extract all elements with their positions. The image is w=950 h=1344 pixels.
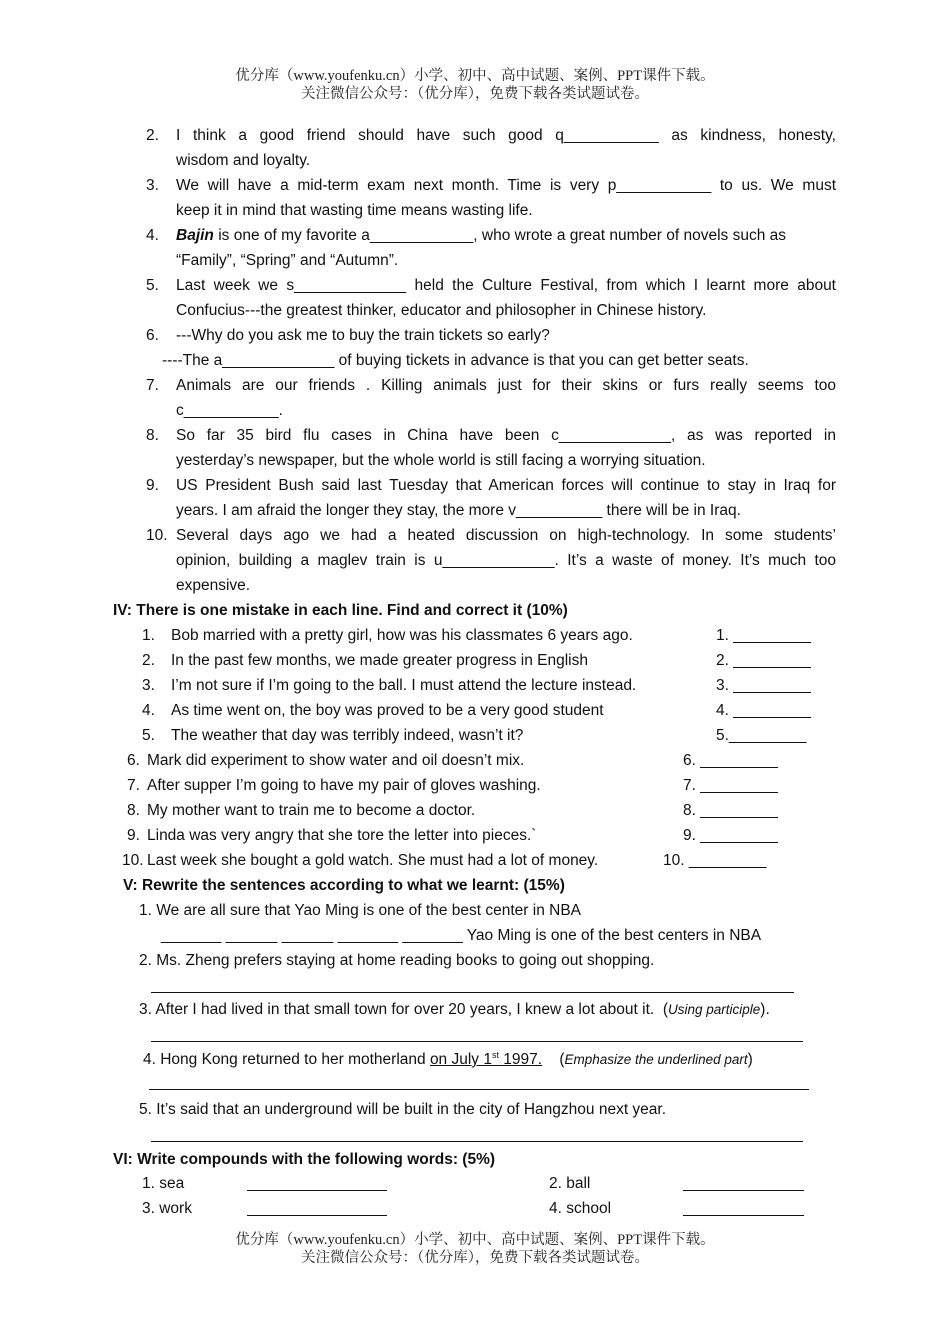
item-text: keep it in mind that wasting time means wasting life. <box>176 202 533 219</box>
compound-blank[interactable] <box>247 1190 387 1191</box>
answer-blank[interactable]: 1. _________ <box>716 627 811 644</box>
answer-blank[interactable]: 8. _________ <box>683 802 778 819</box>
answer-blank[interactable]: 3. _________ <box>716 677 811 694</box>
item-number: 5. <box>146 277 159 294</box>
item-text: I think a good friend should have such good q___________ as kindness, honesty, <box>176 127 836 144</box>
author-name: Bajin <box>176 227 214 244</box>
rewrite-hint-3: Using participle <box>668 1002 761 1017</box>
answer-blank[interactable]: 6. _________ <box>683 752 778 769</box>
item-text: ----The a_____________ of buying tickets in advance is that you can get better seats. <box>162 352 749 369</box>
rewrite-answer-1[interactable]: _______ ______ ______ _______ _______ Yao Ming is one of the best centers in NBA <box>161 927 762 944</box>
item-number: 3. <box>146 177 159 194</box>
item-text: Several days ago we had a heated discussion on high-technology. In some students’ <box>176 527 836 544</box>
compound-blank[interactable] <box>683 1215 804 1216</box>
answer-blank[interactable]: 4. _________ <box>716 702 811 719</box>
rewrite-question-3: 3. After I had lived in that small town for over 20 years, I knew a lot about it. (Using participle). <box>139 1001 770 1018</box>
item-text: In the past few months, we made greater progress in English <box>171 652 588 669</box>
item-number: 8. <box>146 427 159 444</box>
item-text: I’m not sure if I’m going to the ball. I must attend the lecture instead. <box>171 677 637 694</box>
item-text: c___________. <box>176 402 283 419</box>
answer-blank[interactable]: 10. _________ <box>663 852 767 869</box>
answer-blank[interactable]: 7. _________ <box>683 777 778 794</box>
item-number: 5. <box>142 727 155 744</box>
item-text: expensive. <box>176 577 251 594</box>
item-text: My mother want to train me to become a doctor. <box>147 802 476 819</box>
rewrite-hint-4: Emphasize the underlined part <box>564 1052 748 1067</box>
item-number: 9. <box>146 477 159 494</box>
item-text: Linda was very angry that she tore the letter into pieces.` <box>147 827 537 844</box>
footer-line-1: 优分库（www.youfenku.cn）小学、初中、高中试题、案例、PPT课件下载。 <box>235 1232 715 1248</box>
section4-title: IV: There is one mistake in each line. Find and correct it (10%) <box>113 602 568 619</box>
item-text: Confucius---the greatest thinker, educator and philosopher in Chinese history. <box>176 302 707 319</box>
page-header <box>0 67 950 103</box>
answer-blank[interactable]: 2. _________ <box>716 652 811 669</box>
answer-line-4[interactable] <box>149 1089 809 1090</box>
rewrite-question-2: 2. Ms. Zheng prefers staying at home reading books to going out shopping. <box>139 952 655 969</box>
item-text: Animals are our friends . Killing animals just for their skins or furs really seems too <box>176 377 836 394</box>
item-number: 2. <box>146 127 159 144</box>
compound-word: 1. sea <box>142 1175 185 1192</box>
compound-word: 4. school <box>549 1200 612 1217</box>
item-number: 1. <box>142 627 155 644</box>
item-number: 6. <box>146 327 159 344</box>
item-number: 4. <box>142 702 155 719</box>
underlined-part: on July 1st 1997. <box>429 1049 543 1068</box>
rewrite-question-1: 1. We are all sure that Yao Ming is one of the best center in NBA <box>139 902 581 919</box>
header-line-2: 关注微信公众号：（优分库），免费下载各类试题试卷。 <box>301 86 649 102</box>
footer-line-2: 关注微信公众号：（优分库），免费下载各类试题试卷。 <box>301 1250 649 1266</box>
item-number: 10. <box>122 852 144 869</box>
item-number: 3. <box>142 677 155 694</box>
item-text: Last week she bought a gold watch. She must had a lot of money. <box>147 852 599 869</box>
rewrite-question-5: 5. It’s said that an underground will be built in the city of Hangzhou next year. <box>139 1101 667 1118</box>
section6-title: VI: Write compounds with the following words: (5%) <box>113 1151 496 1168</box>
item-text: Bajin is one of my favorite a____________, who wrote a great number of novels such as <box>176 227 787 244</box>
item-number: 7. <box>127 777 140 794</box>
item-text: yesterday’s newspaper, but the whole world is still facing a worrying situation. <box>176 452 706 469</box>
compound-blank[interactable] <box>683 1190 804 1191</box>
item-text: wisdom and loyalty. <box>176 152 311 169</box>
item-text: So far 35 bird flu cases in China have been c_____________, as was reported in <box>176 427 836 444</box>
item-number: 6. <box>127 752 140 769</box>
compound-blank[interactable] <box>247 1215 387 1216</box>
item-text: Bob married with a pretty girl, how was his classmates 6 years ago. <box>171 627 633 644</box>
item-text: ---Why do you ask me to buy the train tickets so early? <box>176 327 550 344</box>
item-number: 2. <box>142 652 155 669</box>
compound-word: 2. ball <box>549 1175 591 1192</box>
item-number: 9. <box>127 827 140 844</box>
item-number: 7. <box>146 377 159 394</box>
page-footer <box>0 1231 950 1267</box>
rewrite-question-4: 4. Hong Kong returned to her motherland on July 1st 1997. (Emphasize the underlined part) <box>143 1049 753 1068</box>
answer-line-3[interactable] <box>151 1041 803 1042</box>
compound-word: 3. work <box>142 1200 192 1217</box>
answer-line-2[interactable] <box>151 992 794 993</box>
answer-line-5[interactable] <box>151 1141 803 1142</box>
header-line-1: 优分库（www.youfenku.cn）小学、初中、高中试题、案例、PPT课件下载。 <box>235 68 715 84</box>
section5-title: V: Rewrite the sentences according to what we learnt: (15%) <box>123 877 565 894</box>
item-text: Mark did experiment to show water and oil doesn’t mix. <box>147 752 525 769</box>
item-number: 8. <box>127 802 140 819</box>
item-number: 4. <box>146 227 159 244</box>
item-text: opinion, building a maglev train is u_____________. It’s a waste of money. It’s much too <box>176 552 836 569</box>
item-text: Last week we s_____________ held the Culture Festival, from which I learnt more about <box>176 277 836 294</box>
item-text: As time went on, the boy was proved to be a very good student <box>171 702 604 719</box>
answer-blank[interactable]: 9. _________ <box>683 827 778 844</box>
item-text: After supper I’m going to have my pair of gloves washing. <box>147 777 541 794</box>
item-text: We will have a mid-term exam next month. Time is very p___________ to us. We must <box>176 177 836 194</box>
item-text: US President Bush said last Tuesday that American forces will continue to stay in Iraq for <box>176 477 836 494</box>
answer-blank[interactable]: 5._________ <box>716 727 807 744</box>
item-text: “Family”, “Spring” and “Autumn”. <box>176 252 399 269</box>
item-text: years. I am afraid the longer they stay, the more v__________ there will be in Iraq. <box>176 502 741 519</box>
item-text: The weather that day was terribly indeed, wasn’t it? <box>171 727 524 744</box>
item-number: 10. <box>146 527 168 544</box>
